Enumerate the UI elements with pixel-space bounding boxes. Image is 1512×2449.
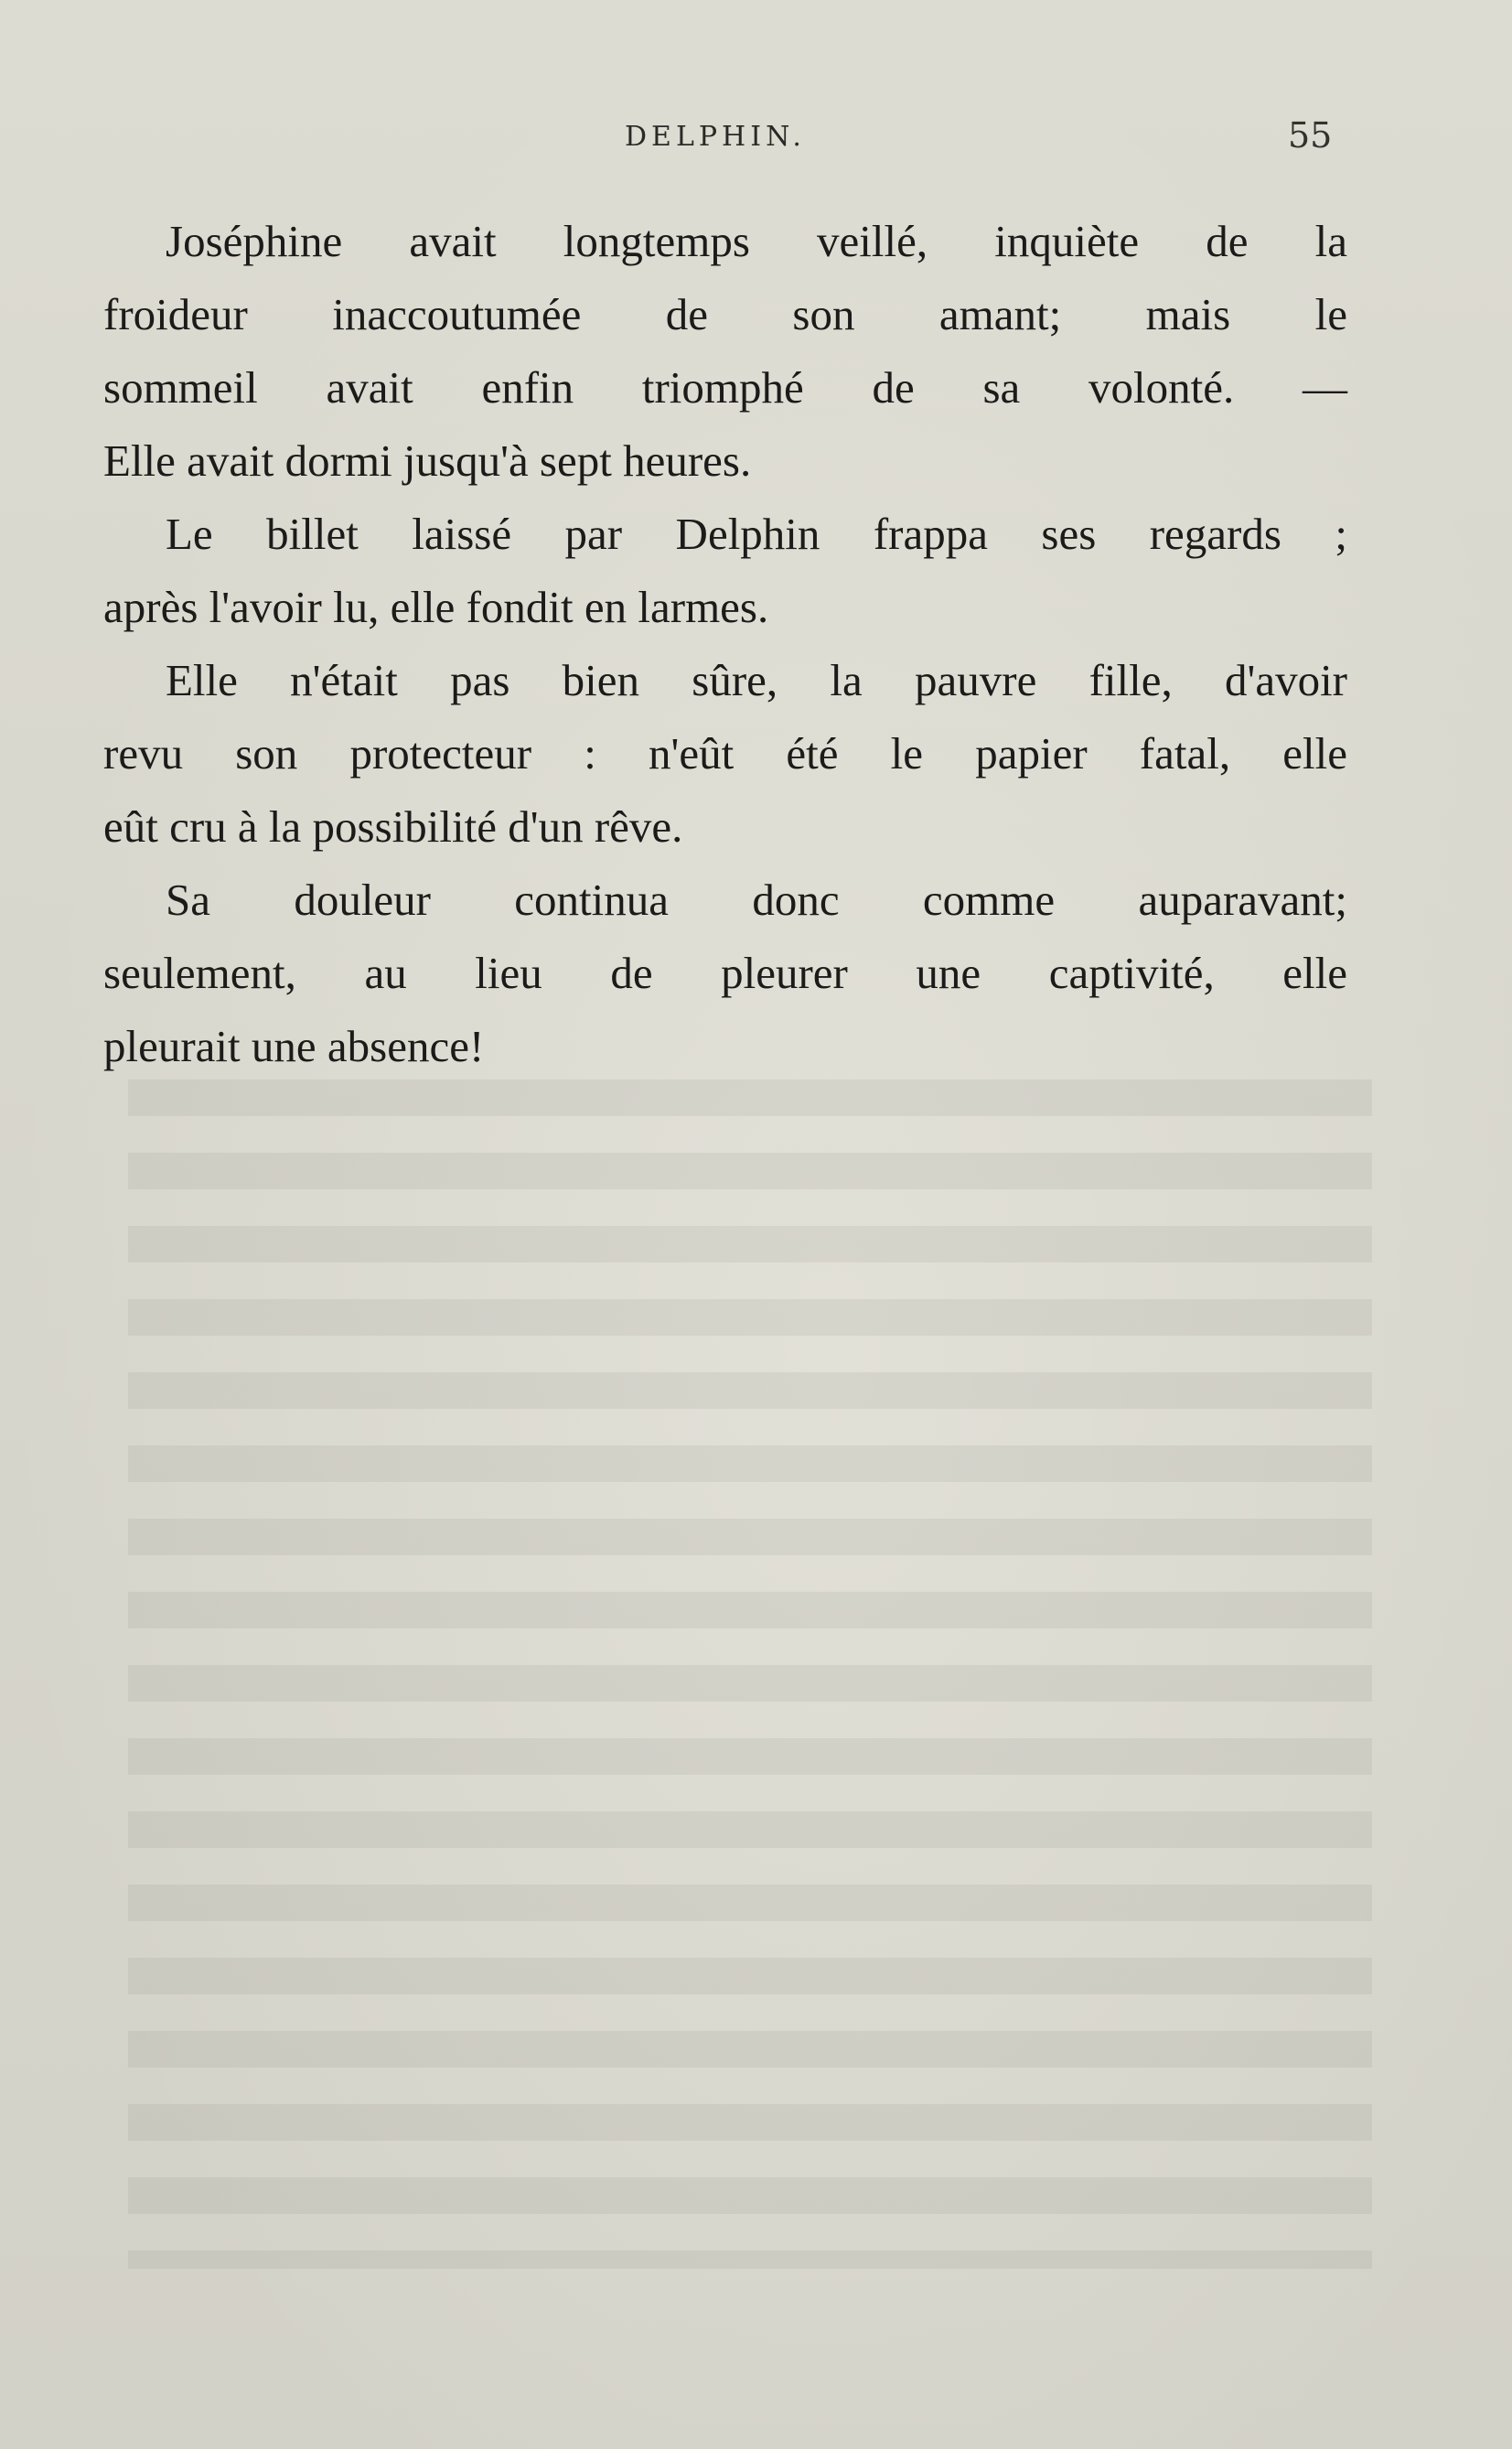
text-line: Elle avait dormi jusqu'à sept heures.: [103, 435, 752, 486]
text-line: Sa douleur continua donc comme auparavant;: [166, 875, 1347, 925]
show-through-texture: [128, 1079, 1372, 2269]
text-line: Joséphine avait longtemps veillé, inquiète de la: [166, 216, 1347, 266]
paragraph: [103, 644, 1347, 864]
text-line: revu son protecteur : n'eût été le papier fatal, elle: [103, 728, 1347, 779]
page-header: [0, 117, 1512, 172]
running-title: DELPHIN.: [625, 121, 806, 153]
text-line: pleurait une absence!: [103, 1021, 485, 1071]
text-line: Le billet laissé par Delphin frappa ses regards ;: [166, 509, 1347, 559]
text-line: après l'avoir lu, elle fondit en larmes.: [103, 582, 769, 632]
paragraph: [103, 205, 1347, 498]
page-number: 55: [1288, 115, 1333, 156]
text-line: froideur inaccoutumée de son amant; mais le: [103, 289, 1347, 339]
text-line: sommeil avait enfin triomphé de sa volonté. —: [103, 362, 1347, 413]
paragraph: [103, 498, 1347, 644]
text-line: seulement, au lieu de pleurer une captivité, elle: [103, 948, 1347, 998]
paragraph: [103, 864, 1347, 1083]
body-text: [103, 205, 1347, 1083]
text-line: Elle n'était pas bien sûre, la pauvre fille, d'avoir: [166, 655, 1347, 705]
text-line: eût cru à la possibilité d'un rêve.: [103, 801, 683, 852]
